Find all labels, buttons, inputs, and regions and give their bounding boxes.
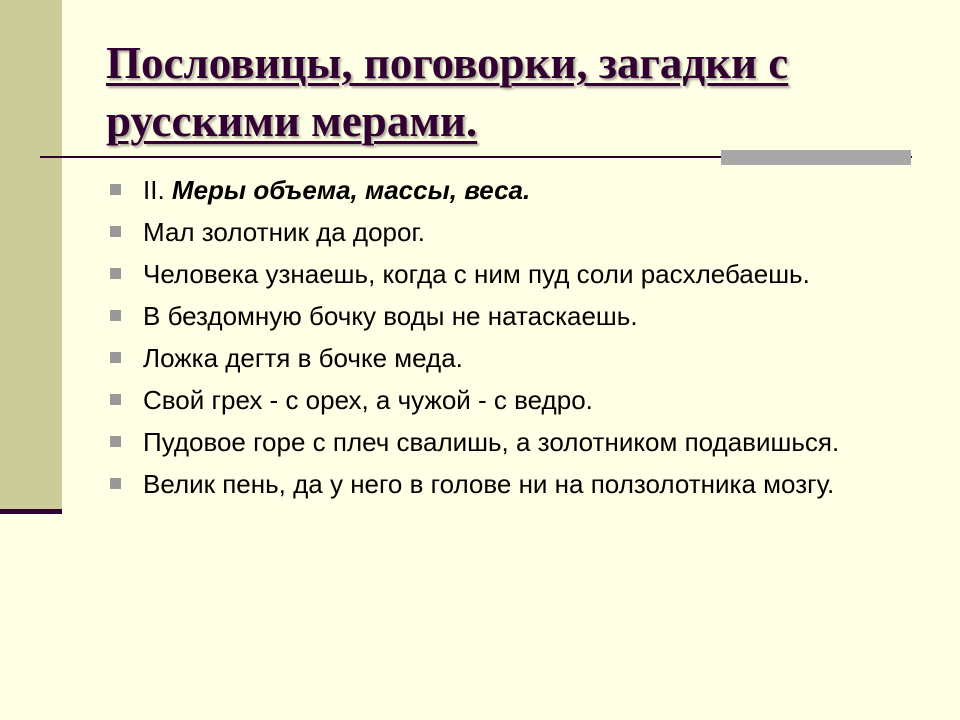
list-item	[110, 468, 920, 500]
section-heading: Меры объема, массы, веса.	[171, 175, 531, 205]
bullet-text: Мал золотник да дорог.	[143, 217, 426, 247]
bullet-text: Свой грех - с орех, а чужой - с ведро.	[143, 385, 593, 415]
list-item	[110, 174, 920, 206]
title-accent-bar	[721, 150, 911, 165]
square-bullet-icon	[110, 478, 121, 489]
side-decor-line	[0, 509, 62, 514]
bullet-text: Человека узнаешь, когда с ним пуд соли расхлебаешь.	[143, 259, 810, 289]
list-item	[110, 426, 920, 458]
bullet-text: Ложка дегтя в бочке меда.	[143, 343, 463, 373]
square-bullet-icon	[110, 268, 121, 279]
list-item	[110, 216, 920, 248]
bullet-text	[143, 174, 530, 206]
square-bullet-icon	[110, 184, 121, 195]
slide-title: Пословицы, поговорки, загадки с русскими мерами.	[106, 38, 789, 146]
list-item	[110, 342, 920, 374]
bullet-list	[110, 174, 920, 510]
bullet-text: В бездомную бочку воды не натаскаешь.	[143, 301, 638, 331]
section-number: II.	[143, 175, 172, 205]
side-decor-bar	[0, 0, 62, 510]
list-item	[110, 300, 920, 332]
square-bullet-icon	[110, 436, 121, 447]
square-bullet-icon	[110, 394, 121, 405]
bullet-text: Пудовое горе с плеч свалишь, а золотником подавишься.	[143, 427, 840, 457]
square-bullet-icon	[110, 352, 121, 363]
bullet-text: Велик пень, да у него в голове ни на ползолотника мозгу.	[143, 469, 835, 499]
list-item	[110, 384, 920, 416]
list-item	[110, 258, 920, 290]
square-bullet-icon	[110, 226, 121, 237]
square-bullet-icon	[110, 310, 121, 321]
